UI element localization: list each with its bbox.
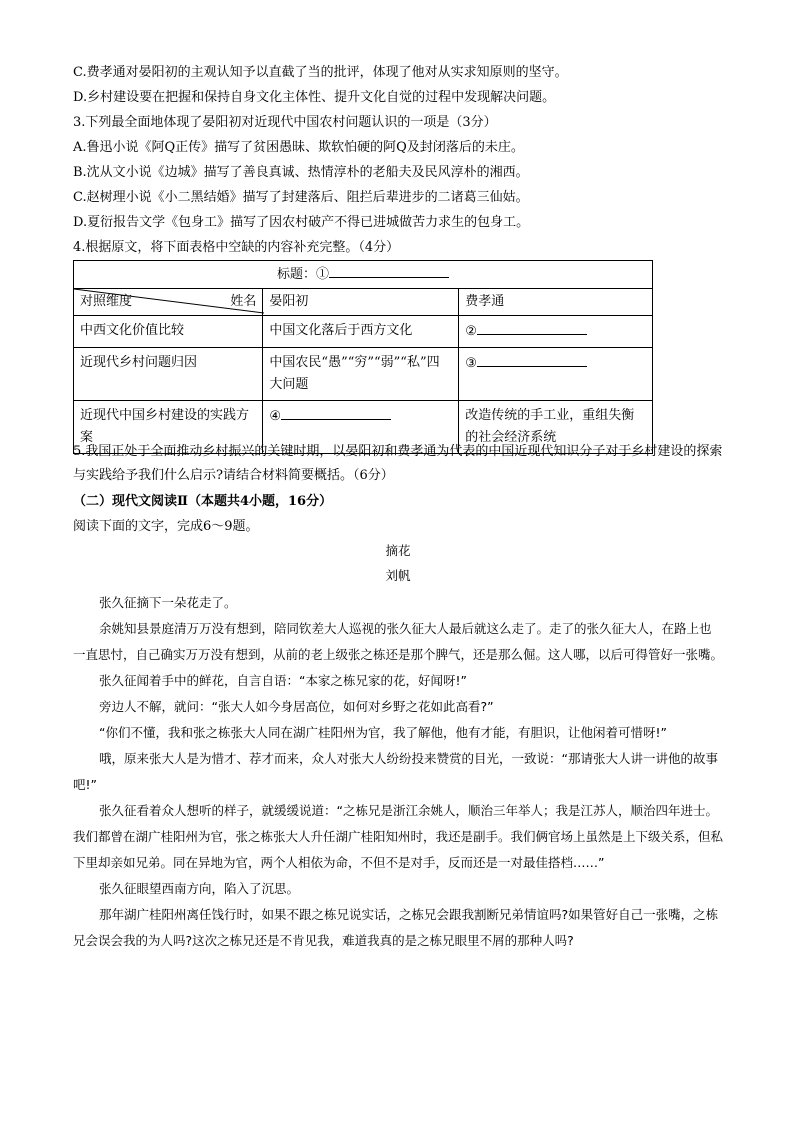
row3-yan: ④	[269, 409, 282, 424]
q3-option-c: C.赵树理小说《小二黑结婚》描写了封建落后、阻拦后辈进步的二诸葛三仙姑。	[73, 190, 529, 205]
story-title: 摘花	[385, 543, 411, 558]
q3-stem: 3.下列最全面地体现了晏阳初对近现代中国农村问题认识的一项是（3分）	[73, 115, 497, 130]
diagonal-header-cell	[74, 289, 263, 316]
q4-stem: 4.根据原文，将下面表格中空缺的内容补充完整。（4分）	[73, 240, 400, 255]
answer-blank-3[interactable]	[477, 352, 587, 367]
q4-table	[73, 260, 653, 454]
answer-blank-4[interactable]	[281, 405, 391, 420]
row2-yan: 中国农民“愚”“穷”“弱”“私”四大问题	[263, 348, 459, 401]
header-name: 姓名	[230, 294, 257, 309]
q3-option-a: A.鲁迅小说《阿Q正传》描写了贫困愚昧、欺软怕硬的阿Q及封闭落后的未庄。	[73, 140, 524, 155]
story-paragraph: 张久征眼望西南方向，陷入了沉思。	[99, 881, 300, 896]
story-paragraph: 那年湖广桂阳州离任饯行时，如果不跟之栋兄说实话，之栋兄会跟我割断兄弟情谊吗?如果管好自己一张嘴，之栋兄会误会我的为人吗?这次之栋兄还是不肯见我，难道我真的是之栋兄眼里不屑的那种人吗?	[73, 907, 719, 948]
story-paragraph: 张久征闻着手中的鲜花，自言自语：“本家之栋兄家的花，好闻呀!”	[99, 673, 467, 688]
header-person2: 费孝通	[459, 289, 653, 316]
story-paragraph: 哦，原来张大人是为惜才、荐才而来，众人对张大人纷纷投来赞赏的目光，一致说：“那请张大人讲一讲他的故事吧!”	[73, 751, 718, 792]
row3-dimension: 近现代中国乡村建设的实践方案	[74, 401, 263, 454]
q5-text: 5.我国正处于全面推动乡村振兴的关键时期，以晏阳初和费孝通为代表的中国近现代知识分子对于乡村建设的探索与实践给予我们什么启示?请结合材料简要概括。（6分）	[73, 444, 723, 483]
row1-fei: ②	[465, 324, 477, 339]
row1-fei-cell	[459, 316, 653, 348]
story-paragraph: “你们不懂，我和张之栋张大人同在湖广桂阳州为官，我了解他，他有才能，有胆识，让他闲着可惜呀!”	[99, 725, 667, 740]
q2-option-c: C.费孝通对晏阳初的主观认知予以直截了当的批评，体现了他对从实求知原则的坚守。	[73, 65, 568, 80]
story-author: 刘帆	[385, 568, 411, 583]
story-paragraph: 张久征摘下一朵花走了。	[99, 595, 237, 610]
q3-option-d: D.夏衍报告文学《包身工》描写了因农村破产不得已进城做苦力求生的包身工。	[73, 215, 530, 230]
table-row	[74, 348, 653, 401]
row1-yan: 中国文化落后于西方文化	[263, 316, 459, 348]
story-paragraph: 张久征看着众人想听的样子，就缓缓说道：“之栋兄是浙江余姚人，顺治三年举人；我是江苏人，顺治四年进士。我们都曾在湖广桂阳州为官，张之栋张大人升任湖广桂阳知州时，我还是副手。我们俩官场上虽然是上下级关系，但私下里却亲如兄弟。同在异地为官，两个人相依为命，不但不是对手，反而还是一对最佳搭档……”	[73, 803, 724, 870]
table-header-row	[74, 289, 653, 316]
row2-dimension: 近现代乡村问题归因	[74, 348, 263, 401]
header-dimension: 对照维度	[80, 294, 133, 309]
table-title-label: 标题：①	[276, 267, 329, 282]
table-title-cell	[74, 261, 653, 289]
row2-fei-cell	[459, 348, 653, 401]
header-person1: 晏阳初	[263, 289, 459, 316]
answer-blank-1[interactable]	[329, 263, 449, 278]
q3-option-b: B.沈从文小说《边城》描写了善良真诚、热情淳朴的老船夫及民风淳朴的湘西。	[73, 165, 529, 180]
row3-fei: 改造传统的手工业，重组失衡的社会经济系统	[459, 401, 653, 454]
answer-blank-2[interactable]	[477, 320, 587, 335]
q2-option-d: D.乡村建设要在把握和保持自身文化主体性、提升文化自觉的过程中发现解决问题。	[73, 90, 556, 105]
section2-instruction: 阅读下面的文字，完成6～9题。	[73, 519, 259, 534]
section2-heading: （二）现代文阅读Ⅱ（本题共4小题，16分）	[73, 494, 333, 509]
table-title-row	[74, 261, 653, 289]
row2-fei: ③	[465, 356, 477, 371]
story-paragraph: 余姚知县景庭清万万没有想到，陪同钦差大人巡视的张久征大人最后就这么走了。走了的张久征大人，在路上也一直思忖，自己确实万万没有想到，从前的老上级张之栋还是那个脾气，还是那么倔。这人哪，以后可得管好一张嘴。	[73, 621, 724, 662]
table-row	[74, 316, 653, 348]
row1-dimension: 中西文化价值比较	[74, 316, 263, 348]
story-body	[73, 590, 723, 954]
story-paragraph: 旁边人不解，就问：“张大人如今身居高位，如何对乡野之花如此高看?”	[99, 699, 494, 714]
